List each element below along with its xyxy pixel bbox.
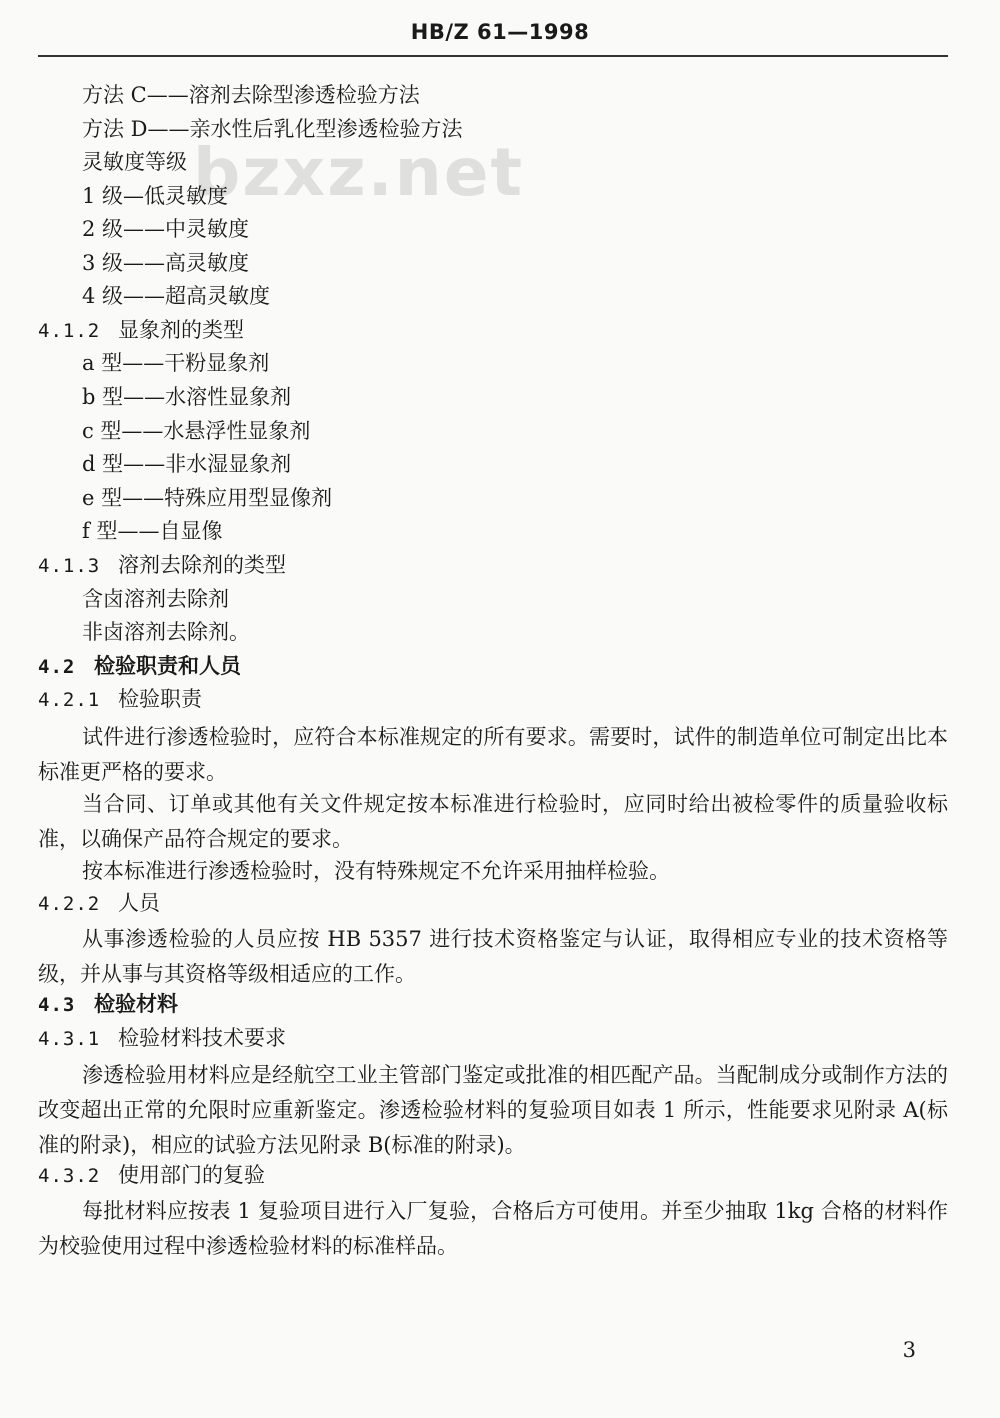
section-title: 检验职责 [118, 687, 202, 711]
paragraph-duty-1: 试件进行渗透检验时，应符合本标准规定的所有要求。需要时，试件的制造单位可制定出比本标准更严格的要求。 [38, 725, 948, 784]
paragraph-duty-3: 按本标准进行渗透检验时，没有特殊规定不允许采用抽样检验。 [82, 859, 670, 883]
developer-type-d: d 型——非水湿显象剂 [82, 452, 292, 476]
developer-type-b: b 型——水溶性显象剂 [82, 385, 292, 409]
developer-type-e: e 型——特殊应用型显像剂 [82, 486, 333, 510]
paragraph-personnel: 从事渗透检验的人员应按 HB 5357 进行技术资格鉴定与认证，取得相应专业的技术资格等级，并从事与其资格等级相适应的工作。 [38, 927, 948, 986]
section-4-1-3 [38, 552, 286, 579]
section-title: 检验职责和人员 [94, 653, 241, 678]
section-title: 检验材料技术要求 [118, 1026, 286, 1050]
section-title: 溶剂去除剂的类型 [118, 553, 286, 577]
paragraph-recheck: 每批材料应按表 1 复验项目进行入厂复验，合格后方可使用。并至少抽取 1kg 合格的材料作为校验使用过程中渗透检验材料的标准样品。 [38, 1199, 948, 1258]
non-halogen-remover: 非卤溶剂去除剂。 [82, 620, 250, 644]
section-4-2-1 [38, 686, 202, 713]
level-1-line: 1 级—低灵敏度 [82, 184, 229, 208]
page-number: 3 [902, 1338, 916, 1362]
section-4-3 [38, 991, 178, 1018]
paragraph-duty-2: 当合同、订单或其他有关文件规定按本标准进行检验时，应同时给出被检零件的质量验收标准，以确保产品符合规定的要求。 [38, 792, 948, 851]
section-number: 4.3.2 [38, 1165, 101, 1187]
watermark: bzxz.net [193, 134, 525, 211]
sensitivity-heading: 灵敏度等级 [82, 150, 187, 174]
paragraph-materials: 渗透检验用材料应是经航空工业主管部门鉴定或批准的相匹配产品。当配制成分或制作方法的改变超出正常的允限时应重新鉴定。渗透检验材料的复验项目如表 1 所示，性能要求见附录 A(标准的附录)，相应的试验方法见附录 B(标准的附录)。 [38, 1063, 948, 1157]
section-4-2 [38, 653, 241, 680]
section-number: 4.2.2 [38, 893, 101, 915]
section-4-3-1 [38, 1025, 286, 1052]
section-number: 4.3.1 [38, 1028, 101, 1050]
developer-type-a: a 型——干粉显象剂 [82, 351, 270, 375]
header-rule [38, 55, 948, 57]
developer-type-f: f 型——自显像 [82, 519, 223, 543]
method-d-line: 方法 D——亲水性后乳化型渗透检验方法 [82, 117, 463, 141]
section-title: 人员 [118, 891, 160, 915]
section-4-1-2 [38, 317, 244, 344]
halogen-remover: 含卤溶剂去除剂 [82, 587, 229, 611]
section-4-3-2 [38, 1162, 265, 1189]
section-title: 显象剂的类型 [118, 318, 244, 342]
document-header: HB/Z 61—1998 [410, 20, 590, 44]
section-title: 检验材料 [94, 991, 178, 1016]
level-2-line: 2 级——中灵敏度 [82, 217, 250, 241]
section-number: 4.1.3 [38, 555, 101, 577]
level-3-line: 3 级——高灵敏度 [82, 251, 250, 275]
developer-type-c: c 型——水悬浮性显象剂 [82, 419, 311, 443]
section-number: 4.1.2 [38, 320, 101, 342]
section-number: 4.3 [38, 994, 76, 1016]
section-title: 使用部门的复验 [118, 1163, 265, 1187]
section-number: 4.2.1 [38, 689, 101, 711]
method-c-line: 方法 C——溶剂去除型渗透检验方法 [82, 83, 420, 107]
level-4-line: 4 级——超高灵敏度 [82, 284, 271, 308]
section-4-2-2 [38, 890, 160, 917]
section-number: 4.2 [38, 656, 76, 678]
